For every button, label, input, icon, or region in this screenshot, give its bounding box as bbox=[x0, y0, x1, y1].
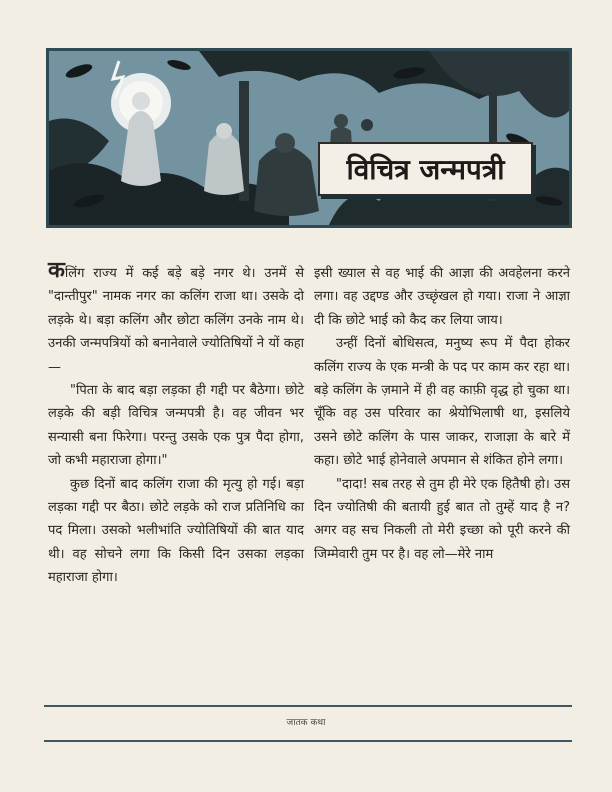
footer-rule-bottom bbox=[44, 740, 572, 742]
story-title: विचित्र जन्मपत्री bbox=[318, 142, 533, 196]
paragraph: उन्हीं दिनों बोधिसत्व, मनुष्य रूप में पैदा होकर कलिंग राज्य के एक मन्त्री के पद पर काम कर रहा था। बड़े कलिंग के ज़माने में ही वह काफ़ी वृद्ध हो चुका था। चूँकि वह उस परिवार का श्रेयोभिलाषी था, इसलिये उसने छोटे कलिंग के पास जाकर, राजाज्ञा के बारे में कहा। छोटे भाई होनेवाले अपमान से शंकित होने लगा। bbox=[314, 336, 570, 469]
paragraph-text: लिंग राज्य में कई बड़े बड़े नगर थे। उनमें से "दान्तीपुर" नामक नगर का कलिंग राजा था। उसके दो लड़के थे। बड़ा कलिंग और छोटा कलिंग उनके नाम थे। उनकी जन्मपत्रियों को बनानेवाले ज्योतिषियों ने यों कहा— bbox=[48, 266, 304, 375]
paragraph: इसी ख्याल से वह भाई की आज्ञा की अवहेलना करने लगा। वह उद्दण्ड और उच्छृंखल हो गया। राजा ने आज्ञा दी कि छोटे भाई को कैद कर लिया जाय। bbox=[314, 266, 570, 328]
drop-cap: क bbox=[48, 258, 65, 283]
footer-rule-top bbox=[44, 705, 572, 707]
paragraph: "दादा! सब तरह से तुम ही मेरे एक हितैषी हो। उस दिन ज्योतिषी की बतायी हुई बात तो तुम्हें याद है न? अगर वह सच निकली तो मेरी इच्छा को पूरी करने की जिम्मेवारी तुम पर है। वह लो—मेरे नाम bbox=[314, 476, 570, 562]
paragraph bbox=[48, 258, 304, 379]
paragraph: कुछ दिनों बाद कलिंग राजा की मृत्यु हो गई। बड़ा लड़का गद्दी पर बैठा। छोटे लड़के को राज प्रतिनिधि का पद मिला। उसको भलीभांति ज्योतिषियों की बात याद थी। वह सोचने लगा कि किसी दिन उसका लड़का महाराजा होगा। bbox=[48, 476, 304, 586]
paragraph: "पिता के बाद बड़ा लड़का ही गद्दी पर बैठेगा। छोटे लड़के की बड़ी विचित्र जन्मपत्री है। वह जीवन भर सन्यासी बना फिरेगा। परन्तु उसके एक पुत्र पैदा होगा, जो कभी महाराजा होगा।" bbox=[48, 383, 304, 469]
right-column bbox=[314, 262, 570, 566]
story-body bbox=[48, 258, 570, 697]
left-column bbox=[48, 258, 304, 590]
header-illustration bbox=[46, 48, 572, 228]
forest-scene-image bbox=[49, 51, 569, 225]
footer-label: जातक कथा bbox=[286, 718, 326, 728]
